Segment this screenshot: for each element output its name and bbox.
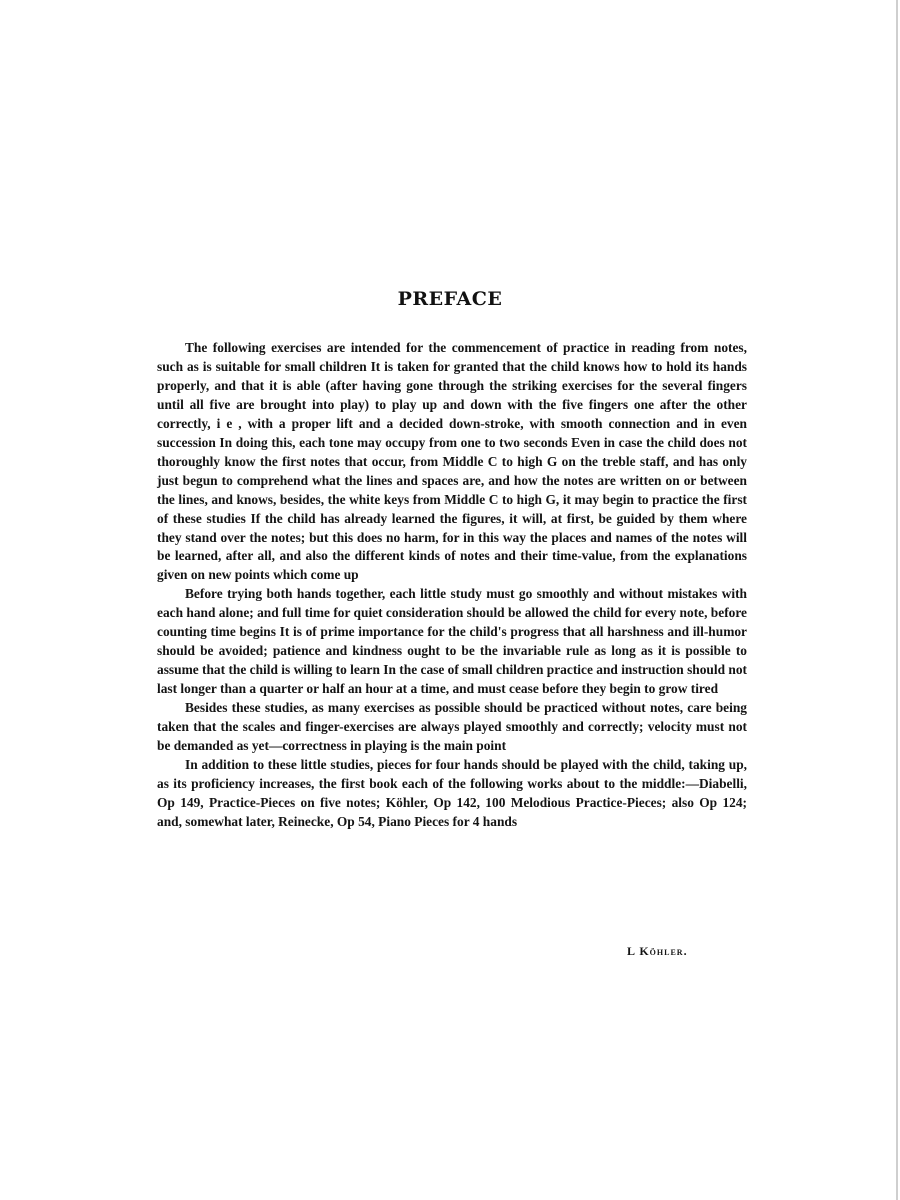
author-signature: L Köhler. [627, 944, 688, 958]
paragraph-4: In addition to these little studies, pieces for four hands should be played with the child, taking up, as its proficiency increases, the first book each of the following works about to the middle:—Diabelli, Op 149, Practice-Pieces on five notes; Köhler, Op 142, 100 Melodious Practice-Pieces; also Op 124; and, somewhat later, Reinecke, Op 54, Piano Pieces for 4 hands [157, 756, 747, 829]
preface-body [157, 339, 747, 832]
paragraph-2: Before trying both hands together, each little study must go smoothly and without mistakes with each hand alone; and full time for quiet consideration should be allowed the child for every note, before counting time begins It is of prime importance for the child's progress that all harshness and ill-humor should be avoided; patience and kindness ought to be the invariable rule as long as it is possible to assume that the child is willing to learn In the case of small children practice and instruction should not last longer than a quarter or half an hour at a time, and must cease before they begin to grow tired [157, 586, 747, 697]
paragraph-3: Besides these studies, as many exercises as possible should be practiced without notes, care being taken that the scales and finger-exercises are always played smoothly and correctly; velocity must not be demanded as yet—correctness in playing is the main point [157, 700, 747, 754]
page-edge-line [896, 0, 898, 1200]
page-title: PREFACE [397, 288, 503, 310]
paragraph-1: The following exercises are intended for the commencement of practice in reading from notes, such as is suitable for small children It is taken for granted that the child knows how to hold its hands properly, and that it is able (after having gone through the striking exercises for the several fingers until all five are brought into play) to play up and down with the five fingers one after the other correctly, i e , with a proper lift and a decided down-stroke, with smooth connection and in even succession In doing this, each tone may occupy from one to two seconds Even in case the child does not thoroughly know the first notes that occur, from Middle C to high G on the treble staff, and has only just begun to comprehend what the lines and spaces are, and how the notes are written on or between the lines, and knows, besides, the white keys from Middle C to high G, it may begin to practice the first of these studies If the child has already learned the figures, it will, at first, be guided by them where they stand over the notes; but this does no harm, for in this way the places and names of the notes will be learned, after all, and also the different kinds of notes and their time-value, from the explanations given on new points which come up [157, 340, 747, 583]
